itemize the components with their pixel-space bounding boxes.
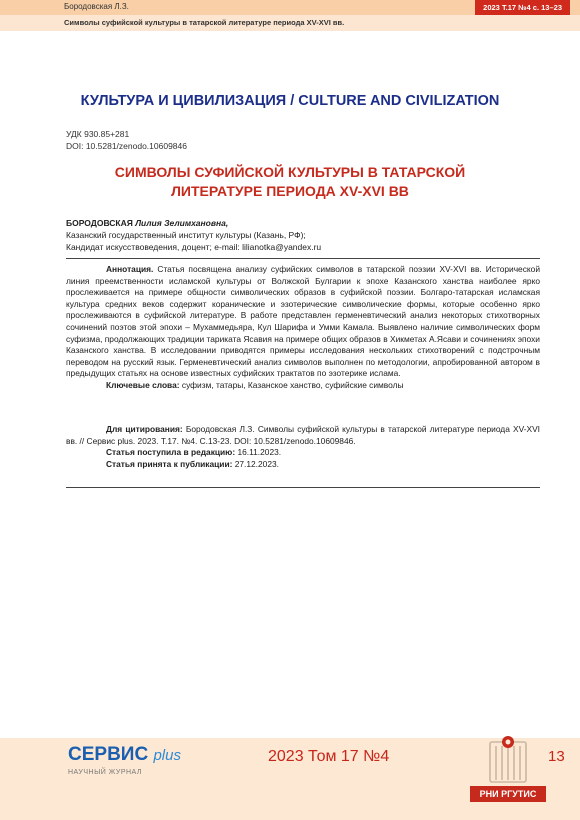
citation xyxy=(66,424,540,447)
page-footer xyxy=(0,738,580,820)
running-title-bar xyxy=(0,15,580,31)
university-logo-icon xyxy=(482,732,534,790)
keywords-text: суфизм, татары, Казанское ханство, суфийские символы xyxy=(181,379,404,390)
running-title: Символы суфийской культуры в татарской литературе периода XV-XVI вв. xyxy=(64,18,345,27)
section-heading: КУЛЬТУРА И ЦИВИЛИЗАЦИЯ / CULTURE AND CIVILIZATION xyxy=(80,93,500,109)
citation-block xyxy=(66,424,540,470)
header-issue-badge: 2023 Т.17 №4 с. 13–23 xyxy=(475,0,570,15)
received-label: Статья поступила в редакцию: xyxy=(106,447,236,458)
divider-top xyxy=(66,258,540,259)
keywords-label: Ключевые слова: xyxy=(106,379,180,390)
author-affiliation: Казанский государственный институт культуры (Казань, РФ); xyxy=(66,230,306,240)
accepted-label: Статья принята к публикации: xyxy=(106,458,233,469)
article-title-line-1: СИМВОЛЫ СУФИЙСКОЙ КУЛЬТУРЫ В ТАТАРСКОЙ xyxy=(114,164,466,180)
author-position: Кандидат искусствоведения, доцент; e-mail: lilianotka@yandex.ru xyxy=(66,242,322,252)
divider-bottom xyxy=(66,487,540,488)
citation-label: Для цитирования: xyxy=(106,424,183,434)
doi: DOI: 10.5281/zenodo.10609846 xyxy=(66,141,187,151)
udk: УДК 930.85+281 xyxy=(66,129,130,139)
header-author: Бородовская Л.З. xyxy=(64,2,129,11)
received xyxy=(66,447,540,459)
brand-name: СЕРВИС xyxy=(68,744,149,765)
author-surname: БОРОДОВСКАЯ xyxy=(66,218,133,228)
accepted-date: 27.12.2023. xyxy=(234,458,279,469)
brand-subtitle: НАУЧНЫЙ ЖУРНАЛ xyxy=(68,769,142,776)
accepted xyxy=(66,459,540,471)
author-block xyxy=(66,217,321,253)
keywords xyxy=(66,380,540,392)
abstract-paragraph xyxy=(66,264,540,380)
journal-brand xyxy=(68,744,181,766)
publisher-badge: РНИ РГУТИС xyxy=(470,786,546,802)
brand-plus: plus xyxy=(153,747,181,764)
received-date: 16.11.2023. xyxy=(237,447,282,458)
article-meta xyxy=(66,128,187,152)
footer-issue: 2023 Том 17 №4 xyxy=(268,748,390,765)
running-header xyxy=(0,0,580,15)
article-title xyxy=(60,163,520,201)
article-title-line-2: ЛИТЕРАТУРЕ ПЕРИОДА XV-XVI ВВ xyxy=(171,183,409,199)
abstract xyxy=(66,264,540,392)
author-name xyxy=(66,217,321,229)
abstract-label: Аннотация. xyxy=(106,264,154,274)
abstract-text: Статья посвящена анализу суфийских символов в татарской поэзии XV-XVI вв. Исторической линия преемственности исламской культуры от Волжской Булгарии к эпохе Казанского ханства наиболее ярко прослеживается на примере общности символических образов в суфийской поэзии. Болгаро-татарская исламская культура средних веков содержит коранические и эзотерические символические формы, которые особенно ярко прослеживаются в суфийской литературе. В работе представлен герменевтический анализ некоторых стихотворных сочинений поэтов этой эпохи – Мухаммедьяра, Кул Шарифа и Умми Камала. Выявлено наличие символических форм суфизма, продолжающих традиции тариката Ясавия на примере общих образов в Хикметах А.Ясави и сочинениях эпохи Казанского ханства. В исследовании приводятся примеры исследования нескольких стихотворений с подстрочным переводом на русский язык. Герменевтический анализ символов выполнен по методологии, апробированной автором в предыдущих статьях на основе известных суфийских трактатов по эзотерике ислама. xyxy=(66,264,541,379)
citation-text: Бородовская Л.З. Символы суфийской культуры в татарской литературе периода XV-XVI вв. // Сервис plus. 2023. Т.17. №4. С.13-23. DOI: 10.5281/zenodo.10609846. xyxy=(66,424,541,446)
author-given-name: Лилия Зелимхановна, xyxy=(135,218,229,228)
page-number: 13 xyxy=(548,748,565,765)
